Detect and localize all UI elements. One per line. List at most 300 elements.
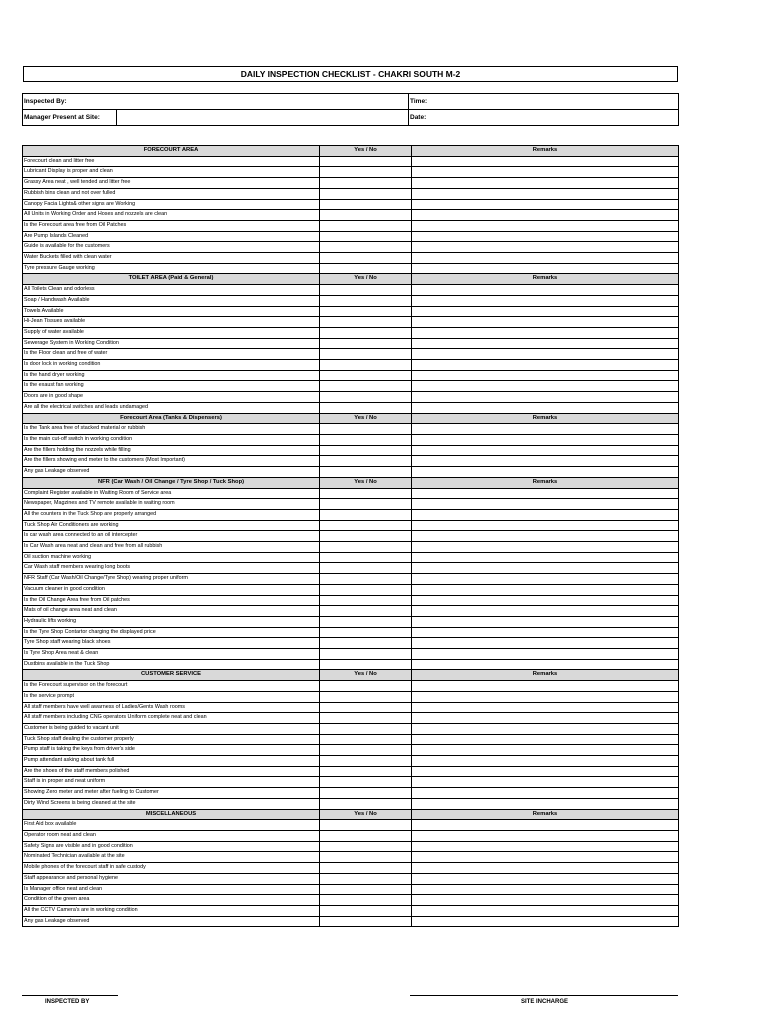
checklist-row [23, 681, 679, 692]
checklist-row [23, 488, 679, 499]
yes-no-cell[interactable] [320, 638, 412, 649]
checklist-row [23, 852, 679, 863]
remarks-cell[interactable] [412, 584, 679, 595]
checklist-row [23, 841, 679, 852]
checklist-row [23, 456, 679, 467]
remarks-cell[interactable] [412, 616, 679, 627]
checklist-row [23, 360, 679, 371]
checklist-item-label: Oil suction machine working [23, 552, 320, 563]
inspection-info-table [22, 93, 679, 126]
yes-no-cell[interactable] [320, 317, 412, 328]
checklist-row [23, 306, 679, 317]
yes-no-cell[interactable] [320, 852, 412, 863]
checklist-row [23, 424, 679, 435]
yes-no-header: Yes / No [320, 274, 412, 285]
checklist-item-label: Staff appearance and personal hygiene [23, 873, 320, 884]
yes-no-cell[interactable] [320, 531, 412, 542]
checklist-row [23, 691, 679, 702]
yes-no-cell[interactable] [320, 681, 412, 692]
yes-no-cell[interactable] [320, 574, 412, 585]
yes-no-cell[interactable] [320, 905, 412, 916]
checklist-row [23, 295, 679, 306]
yes-no-cell[interactable] [320, 509, 412, 520]
remarks-cell[interactable] [412, 884, 679, 895]
checklist-item-label: Is the Forecourt area free from Oil Patches [23, 220, 320, 231]
yes-no-cell[interactable] [320, 327, 412, 338]
remarks-cell[interactable] [412, 178, 679, 189]
remarks-cell[interactable] [412, 317, 679, 328]
checklist-item-label: All Units in Working Order and Hoses and nozzels are clean [23, 210, 320, 221]
checklist-item-label: Canopy Facia Lights& other signs are Working [23, 199, 320, 210]
yes-no-header: Yes / No [320, 146, 412, 157]
checklist-item-label: Forecourt clean and litter free [23, 156, 320, 167]
yes-no-cell[interactable] [320, 788, 412, 799]
checklist-item-label: Any gas Leakage observed [23, 467, 320, 478]
checklist-item-label: Are Pump Islands Cleaned [23, 231, 320, 242]
checklist-item-label: Complaint Register available in Waiting Room of Service area [23, 488, 320, 499]
checklist-row [23, 777, 679, 788]
checklist-row [23, 231, 679, 242]
checklist-item-label: Rubbish bins clean and not over fulled [23, 188, 320, 199]
checklist-row [23, 873, 679, 884]
remarks-cell[interactable] [412, 402, 679, 413]
remarks-cell[interactable] [412, 424, 679, 435]
remarks-cell[interactable] [412, 863, 679, 874]
checklist-item-label: Tuck Shop Air Conditioners are working [23, 520, 320, 531]
checklist-item-label: Is the Oil Change Area free from Oil patches [23, 595, 320, 606]
remarks-header: Remarks [412, 477, 679, 488]
remarks-cell[interactable] [412, 210, 679, 221]
checklist-row [23, 381, 679, 392]
yes-no-cell[interactable] [320, 756, 412, 767]
checklist-item-label: Newspaper, Magzines and TV remote available in waiting room [23, 499, 320, 510]
checklist-row [23, 178, 679, 189]
remarks-cell[interactable] [412, 360, 679, 371]
remarks-cell[interactable] [412, 499, 679, 510]
remarks-cell[interactable] [412, 456, 679, 467]
checklist-row [23, 392, 679, 403]
section-heading: TOILET AREA (Paid & General) [23, 274, 320, 285]
yes-no-cell[interactable] [320, 884, 412, 895]
checklist-item-label: Is the Forecourt supervisor on the forecourt [23, 681, 320, 692]
yes-no-cell[interactable] [320, 499, 412, 510]
yes-no-cell[interactable] [320, 231, 412, 242]
checklist-item-label: Tuck Shop staff dealing the customer properly [23, 734, 320, 745]
checklist-item-label: All the CCTV Camera's are in working condition [23, 905, 320, 916]
checklist-row [23, 402, 679, 413]
checklist-row [23, 552, 679, 563]
checklist-item-label: Sewerage System in Working Condition [23, 338, 320, 349]
checklist-item-label: Tyre Shop staff wearing black shoes [23, 638, 320, 649]
checklist-row [23, 253, 679, 264]
checklist-item-label: Supply of water available [23, 327, 320, 338]
checklist-item-label: Pump attendant asking about tank full [23, 756, 320, 767]
checklist-row [23, 745, 679, 756]
info-row-inspected [23, 94, 679, 110]
yes-no-cell[interactable] [320, 798, 412, 809]
checklist-item-label: Staff is in proper and neat uniform [23, 777, 320, 788]
remarks-cell[interactable] [412, 627, 679, 638]
checklist-row [23, 723, 679, 734]
yes-no-cell[interactable] [320, 381, 412, 392]
site-incharge-signature-line [410, 995, 678, 996]
yes-no-cell[interactable] [320, 841, 412, 852]
checklist-row [23, 499, 679, 510]
checklist-item-label: Towels Available [23, 306, 320, 317]
checklist-row [23, 595, 679, 606]
checklist-row [23, 831, 679, 842]
yes-no-cell[interactable] [320, 424, 412, 435]
checklist-item-label: Showing Zero meter and meter after fueling to Customer [23, 788, 320, 799]
remarks-cell[interactable] [412, 306, 679, 317]
yes-no-cell[interactable] [320, 873, 412, 884]
yes-no-cell[interactable] [320, 445, 412, 456]
checklist-item-label: Nominated Technician available at the site [23, 852, 320, 863]
checklist-item-label: Is the service prompt [23, 691, 320, 702]
yes-no-cell[interactable] [320, 691, 412, 702]
yes-no-cell[interactable] [320, 595, 412, 606]
yes-no-cell[interactable] [320, 895, 412, 906]
section-heading: NFR (Car Wash / Oil Change / Tyre Shop / Tuck Shop) [23, 477, 320, 488]
checklist-item-label: First Aid box available [23, 820, 320, 831]
checklist-row [23, 820, 679, 831]
checklist-row [23, 916, 679, 927]
remarks-cell[interactable] [412, 285, 679, 296]
remarks-cell[interactable] [412, 295, 679, 306]
site-incharge-signature-label: SITE INCHARGE [521, 999, 569, 1005]
checklist-item-label: Water Buckets filled with clean water [23, 253, 320, 264]
yes-no-cell[interactable] [320, 210, 412, 221]
yes-no-cell[interactable] [320, 734, 412, 745]
yes-no-cell[interactable] [320, 220, 412, 231]
section-header [23, 413, 679, 424]
checklist-row [23, 531, 679, 542]
yes-no-cell[interactable] [320, 831, 412, 842]
checklist-row [23, 220, 679, 231]
checklist-item-label: NFR Staff (Car Wash/Oil Change/Tyre Shop) wearing proper uniform [23, 574, 320, 585]
yes-no-cell[interactable] [320, 338, 412, 349]
checklist-item-label: Is Tyre Shop Area neat & clean [23, 649, 320, 660]
time-label: Time: [409, 94, 679, 110]
remarks-cell[interactable] [412, 723, 679, 734]
remarks-cell[interactable] [412, 777, 679, 788]
inspected-by-signature-label: INSPECTED BY [45, 999, 90, 1005]
checklist-item-label: Customer is being guided to vacant unit [23, 723, 320, 734]
section-heading: Forecourt Area (Tanks & Dispensers) [23, 413, 320, 424]
yes-no-cell[interactable] [320, 777, 412, 788]
yes-no-cell[interactable] [320, 370, 412, 381]
checklist-row [23, 574, 679, 585]
yes-no-cell[interactable] [320, 349, 412, 360]
yes-no-cell[interactable] [320, 434, 412, 445]
checklist-item-label: Car Wash staff members wearing long boots [23, 563, 320, 574]
checklist-item-label: Dirty Wind Screens is being cleaned at the site [23, 798, 320, 809]
remarks-cell[interactable] [412, 713, 679, 724]
remarks-cell[interactable] [412, 831, 679, 842]
checklist-item-label: Any gas Leakage observed [23, 916, 320, 927]
remarks-cell[interactable] [412, 520, 679, 531]
remarks-cell[interactable] [412, 606, 679, 617]
remarks-cell[interactable] [412, 734, 679, 745]
checklist-row [23, 210, 679, 221]
checklist-row [23, 895, 679, 906]
yes-no-header: Yes / No [320, 477, 412, 488]
inspected-by-label: Inspected By: [23, 94, 409, 110]
remarks-cell[interactable] [412, 895, 679, 906]
yes-no-cell[interactable] [320, 488, 412, 499]
checklist-item-label: Is the exaust fan working [23, 381, 320, 392]
remarks-cell[interactable] [412, 156, 679, 167]
yes-no-cell[interactable] [320, 649, 412, 660]
manager-label: Manager Present at Site: [23, 110, 117, 126]
checklist-item-label: Tyre pressure Gauge working [23, 263, 320, 274]
remarks-cell[interactable] [412, 488, 679, 499]
checklist-item-label: Soap / Handwash Available [23, 295, 320, 306]
checklist-row [23, 766, 679, 777]
checklist-row [23, 445, 679, 456]
remarks-cell[interactable] [412, 916, 679, 927]
yes-no-cell[interactable] [320, 178, 412, 189]
yes-no-cell[interactable] [320, 745, 412, 756]
checklist-item-label: Lubricant Display is proper and clean [23, 167, 320, 178]
checklist-row [23, 370, 679, 381]
date-label: Date: [409, 110, 679, 126]
remarks-cell[interactable] [412, 905, 679, 916]
info-row-manager [23, 110, 679, 126]
checklist-item-label: Are the fillers showing end meter to the customers (Most Important) [23, 456, 320, 467]
checklist-item-label: Are the shoes of the staff members polished [23, 766, 320, 777]
remarks-cell[interactable] [412, 327, 679, 338]
remarks-cell[interactable] [412, 338, 679, 349]
remarks-cell[interactable] [412, 531, 679, 542]
checklist-row [23, 156, 679, 167]
remarks-cell[interactable] [412, 820, 679, 831]
section-heading: CUSTOMER SERVICE [23, 670, 320, 681]
checklist-row [23, 242, 679, 253]
yes-no-cell[interactable] [320, 263, 412, 274]
checklist-item-label: Doors are in good shape [23, 392, 320, 403]
checklist-item-label: Are all the electrical switches and leads undamaged [23, 402, 320, 413]
checklist-item-label: Is Car Wash area neat and clean and free from all rubbish [23, 542, 320, 553]
section-header [23, 146, 679, 157]
remarks-cell[interactable] [412, 574, 679, 585]
yes-no-cell[interactable] [320, 253, 412, 264]
remarks-cell[interactable] [412, 691, 679, 702]
remarks-cell[interactable] [412, 509, 679, 520]
yes-no-cell[interactable] [320, 295, 412, 306]
checklist-row [23, 327, 679, 338]
checklist-item-label: Is door lock in working condition [23, 360, 320, 371]
remarks-cell[interactable] [412, 756, 679, 767]
manager-value-cell [117, 110, 409, 126]
checklist-row [23, 349, 679, 360]
checklist-row [23, 606, 679, 617]
remarks-cell[interactable] [412, 852, 679, 863]
remarks-cell[interactable] [412, 766, 679, 777]
checklist-item-label: Condition of the green area [23, 895, 320, 906]
remarks-cell[interactable] [412, 788, 679, 799]
remarks-cell[interactable] [412, 253, 679, 264]
yes-no-cell[interactable] [320, 606, 412, 617]
checklist-item-label: Is the main cut-off switch in working condition [23, 434, 320, 445]
checklist-item-label: All staff members have well awarness of Ladies/Gents Wash rooms [23, 702, 320, 713]
checklist-row [23, 884, 679, 895]
checklist-row [23, 616, 679, 627]
checklist-item-label: Operator room neat and clean [23, 831, 320, 842]
checklist-item-label: All Toilets Clean and odorless [23, 285, 320, 296]
document-title: DAILY INSPECTION CHECKLIST - CHAKRI SOUTH M-2 [23, 66, 678, 82]
checklist-row [23, 199, 679, 210]
remarks-cell[interactable] [412, 649, 679, 660]
checklist-row [23, 756, 679, 767]
checklist-item-label: All the counters in the Tuck Shop are properly arranged [23, 509, 320, 520]
remarks-header: Remarks [412, 670, 679, 681]
section-heading: MISCELLANEOUS [23, 809, 320, 820]
checklist-row [23, 542, 679, 553]
checklist-item-label: Is the Tank area free of stacked material or rubbish [23, 424, 320, 435]
checklist-row [23, 563, 679, 574]
checklist-item-label: Safety Signs are visible and in good condition [23, 841, 320, 852]
remarks-cell[interactable] [412, 392, 679, 403]
yes-no-cell[interactable] [320, 863, 412, 874]
yes-no-cell[interactable] [320, 659, 412, 670]
checklist-item-label: Vacuum cleaner in good condition [23, 584, 320, 595]
checklist-row [23, 863, 679, 874]
yes-no-cell[interactable] [320, 713, 412, 724]
remarks-cell[interactable] [412, 167, 679, 178]
remarks-cell[interactable] [412, 798, 679, 809]
yes-no-header: Yes / No [320, 809, 412, 820]
remarks-cell[interactable] [412, 381, 679, 392]
checklist-row [23, 188, 679, 199]
checklist-row [23, 734, 679, 745]
yes-no-cell[interactable] [320, 552, 412, 563]
remarks-cell[interactable] [412, 188, 679, 199]
remarks-cell[interactable] [412, 702, 679, 713]
remarks-cell[interactable] [412, 434, 679, 445]
yes-no-cell[interactable] [320, 616, 412, 627]
checklist-item-label: Is car wash area connected to an oil intercepter [23, 531, 320, 542]
remarks-cell[interactable] [412, 638, 679, 649]
remarks-cell[interactable] [412, 349, 679, 360]
checklist-row [23, 627, 679, 638]
checklist-row [23, 263, 679, 274]
yes-no-cell[interactable] [320, 402, 412, 413]
remarks-cell[interactable] [412, 745, 679, 756]
checklist-item-label: Is the Tyre Shop Contartor charging the displayed price [23, 627, 320, 638]
yes-no-header: Yes / No [320, 670, 412, 681]
yes-no-cell[interactable] [320, 627, 412, 638]
remarks-cell[interactable] [412, 659, 679, 670]
checklist-item-label: Grassy Area neat , well tended and litter free [23, 178, 320, 189]
checklist-item-label: Is Manager office neat and clean [23, 884, 320, 895]
remarks-cell[interactable] [412, 445, 679, 456]
yes-no-cell[interactable] [320, 916, 412, 927]
checklist-row [23, 702, 679, 713]
checklist-item-label: All staff members including CNG operators Uniform complete neat and clean [23, 713, 320, 724]
checklist-table [22, 145, 679, 927]
remarks-cell[interactable] [412, 873, 679, 884]
yes-no-cell[interactable] [320, 306, 412, 317]
checklist-item-label: Guide is available for the customers [23, 242, 320, 253]
checklist-item-label: Dustbins available in the Tuck Shop [23, 659, 320, 670]
checklist-row [23, 638, 679, 649]
remarks-header: Remarks [412, 146, 679, 157]
remarks-cell[interactable] [412, 220, 679, 231]
section-header [23, 274, 679, 285]
remarks-cell[interactable] [412, 552, 679, 563]
checklist-item-label: Mobile phones of the forecourt staff in safe custody [23, 863, 320, 874]
checklist-row [23, 520, 679, 531]
section-heading: FORECOURT AREA [23, 146, 320, 157]
checklist-item-label: Are the fillers holding the nozzels while filling [23, 445, 320, 456]
yes-no-cell[interactable] [320, 156, 412, 167]
yes-no-cell[interactable] [320, 766, 412, 777]
yes-no-cell[interactable] [320, 167, 412, 178]
remarks-cell[interactable] [412, 681, 679, 692]
checklist-row [23, 713, 679, 724]
checklist-row [23, 659, 679, 670]
yes-no-cell[interactable] [320, 467, 412, 478]
yes-no-cell[interactable] [320, 188, 412, 199]
yes-no-header: Yes / No [320, 413, 412, 424]
yes-no-cell[interactable] [320, 242, 412, 253]
yes-no-cell[interactable] [320, 360, 412, 371]
remarks-cell[interactable] [412, 542, 679, 553]
section-header [23, 477, 679, 488]
checklist-row [23, 905, 679, 916]
checklist-row [23, 584, 679, 595]
yes-no-cell[interactable] [320, 199, 412, 210]
yes-no-cell[interactable] [320, 563, 412, 574]
section-header [23, 809, 679, 820]
checklist-row [23, 434, 679, 445]
checklist-row [23, 338, 679, 349]
section-header [23, 670, 679, 681]
remarks-header: Remarks [412, 809, 679, 820]
yes-no-cell[interactable] [320, 702, 412, 713]
remarks-cell[interactable] [412, 595, 679, 606]
checklist-row [23, 649, 679, 660]
remarks-header: Remarks [412, 274, 679, 285]
remarks-cell[interactable] [412, 263, 679, 274]
remarks-header: Remarks [412, 413, 679, 424]
yes-no-cell[interactable] [320, 392, 412, 403]
remarks-cell[interactable] [412, 242, 679, 253]
inspected-by-signature-line [22, 995, 118, 996]
remarks-cell[interactable] [412, 467, 679, 478]
yes-no-cell[interactable] [320, 520, 412, 531]
yes-no-cell[interactable] [320, 723, 412, 734]
checklist-row [23, 285, 679, 296]
remarks-cell[interactable] [412, 231, 679, 242]
yes-no-cell[interactable] [320, 820, 412, 831]
yes-no-cell[interactable] [320, 542, 412, 553]
checklist-item-label: Mats of oil change area neat and clean [23, 606, 320, 617]
remarks-cell[interactable] [412, 370, 679, 381]
checklist-row [23, 509, 679, 520]
checklist-item-label: Hi-Jean Tissues available [23, 317, 320, 328]
checklist-item-label: Pump staff is taking the keys from driver's side [23, 745, 320, 756]
yes-no-cell[interactable] [320, 584, 412, 595]
yes-no-cell[interactable] [320, 456, 412, 467]
checklist-item-label: Is the hand dryer working [23, 370, 320, 381]
yes-no-cell[interactable] [320, 285, 412, 296]
remarks-cell[interactable] [412, 563, 679, 574]
remarks-cell[interactable] [412, 199, 679, 210]
remarks-cell[interactable] [412, 841, 679, 852]
checklist-row [23, 467, 679, 478]
